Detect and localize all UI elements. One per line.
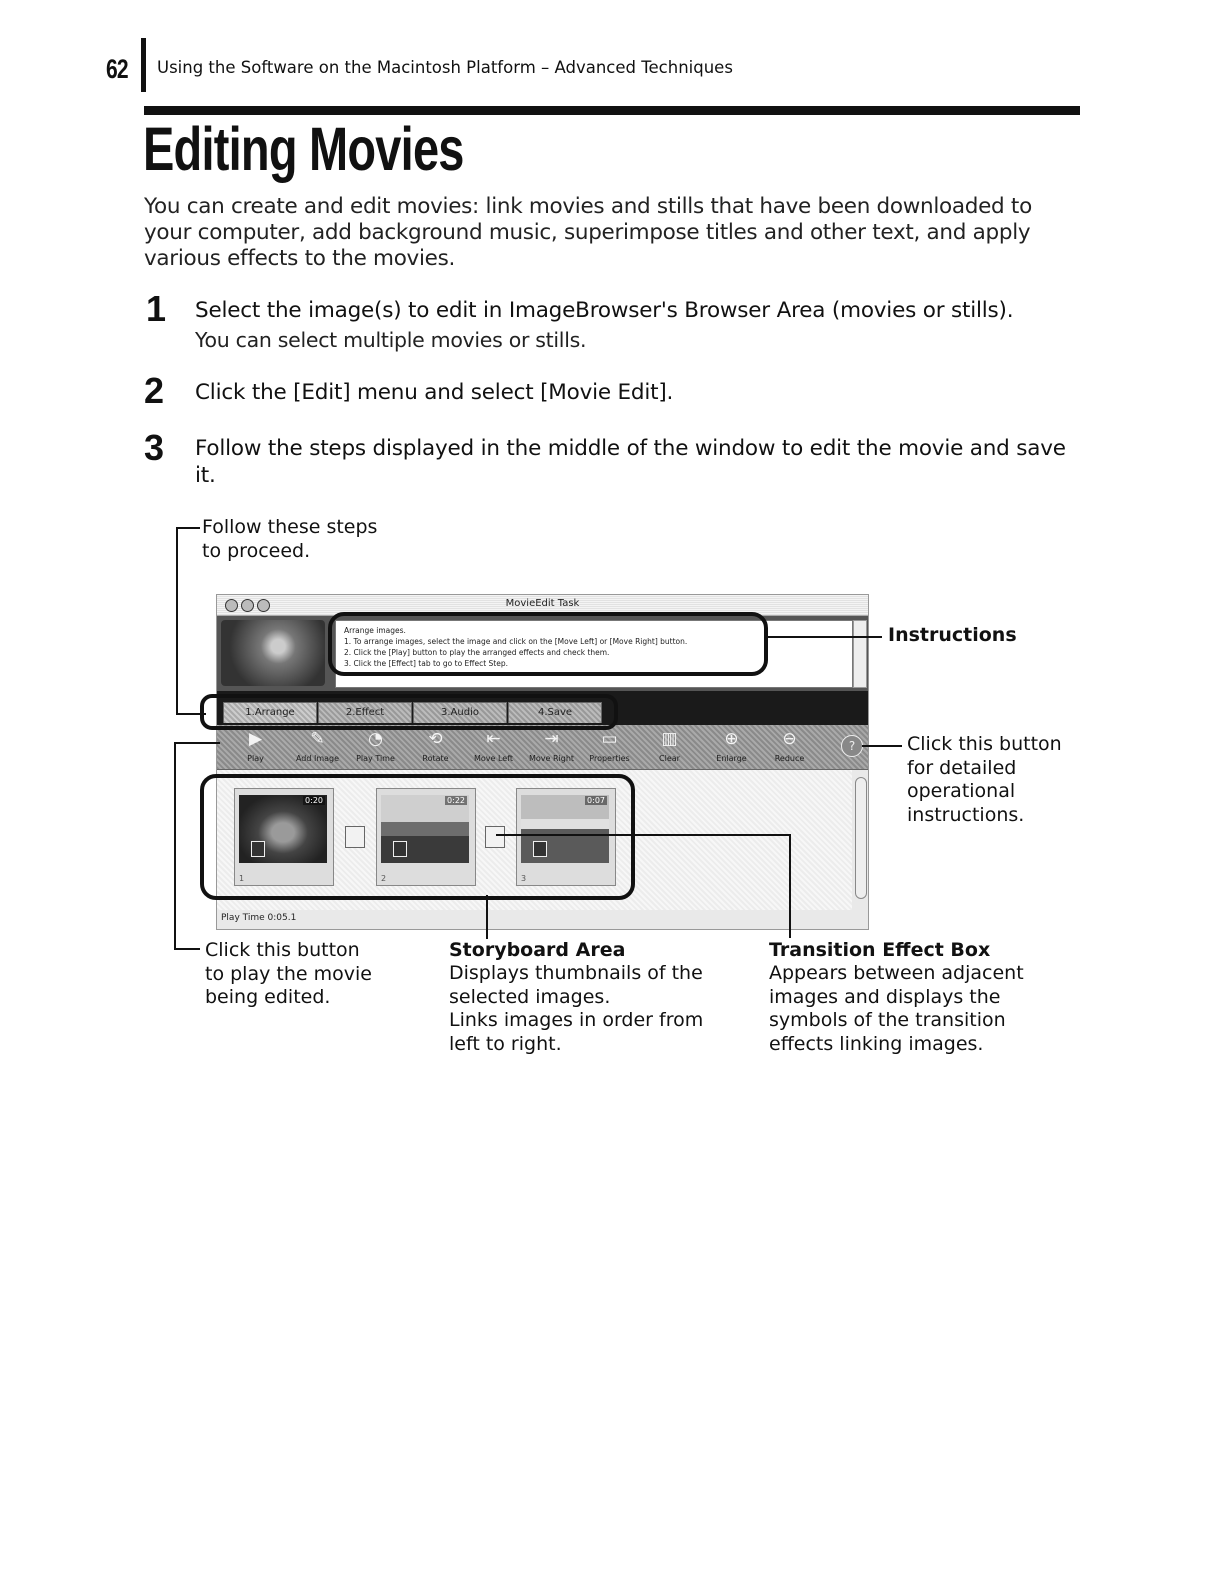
move-left-icon: ⇤ [486,729,501,749]
play-time-button[interactable] [347,725,404,769]
properties-button[interactable] [581,725,638,769]
rotate-icon: ⟲ [428,729,443,749]
leader-line [174,742,220,744]
move-left-label: Move Left [473,754,514,763]
callout-storyboard-title: Storyboard Area [449,939,626,961]
tab-save[interactable]: 4.Save [508,702,602,723]
play-label: Play [247,754,264,763]
move-right-button[interactable] [523,725,580,769]
zoom-in-icon: ⊕ [724,729,739,749]
leader-line [868,636,882,638]
frame-number: 3 [521,874,527,883]
callout-storyboard-text: Displays thumbnails of the selected images. Links images in order from left to right. [449,962,704,1055]
callout-help-button: Click this button for detailed operational instructions. [907,733,1062,826]
leader-line [176,527,200,529]
add-image-icon: ✎ [310,729,325,749]
play-button[interactable] [227,725,284,769]
clock-icon: ◔ [368,729,383,749]
play-time-readout: Play Time 0:05.1 [221,913,297,923]
instruction-line: 2. Click the [Play] button to play the arranged effects and check them. [344,648,610,657]
leader-line [176,527,178,715]
running-head: Using the Software on the Macintosh Platform – Advanced Techniques [157,58,733,77]
step-2-text: Click the [Edit] menu and select [Movie Edit]. [195,380,674,405]
header-divider [141,38,146,92]
frame-number: 1 [239,874,245,883]
zoom-out-icon: ⊖ [782,729,797,749]
move-left-button[interactable] [465,725,522,769]
play-icon: ▶ [248,729,263,749]
instructions-scrollbar[interactable] [853,620,867,688]
step-1-text: Select the image(s) to edit in ImageBrowser's Browser Area (movies or stills). [195,298,1014,323]
frame-number: 2 [381,874,387,883]
instructions-highlight [328,612,768,676]
intro-paragraph: You can create and edit movies: link movies and stills that have been downloaded to your computer, add background music, superimpose titles and other text, and apply various effects to the movies. [144,194,1032,271]
instruction-line: 1. To arrange images, select the image and click on the [Move Left] or [Move Right] button. [344,637,688,646]
properties-label: Properties [589,754,630,763]
callout-transition-title: Transition Effect Box [769,939,991,961]
instruction-line: 3. Click the [Effect] tab to go to Effect Step. [344,659,508,668]
step-2-number: 2 [144,370,165,411]
rotate-label: Rotate [422,754,449,763]
play-time-label: Play Time [356,754,395,763]
page-title: Editing Movies [143,115,464,183]
step-1-subtext: You can select multiple movies or stills. [195,328,587,352]
step-1-number: 1 [146,288,167,329]
leader-line [174,948,200,950]
instruction-heading: Arrange images. [344,626,406,635]
leader-line [174,742,176,950]
leader-line [486,895,488,939]
frame-duration: 0:22 [447,796,465,805]
add-image-button[interactable] [289,725,346,769]
storyboard-highlight [200,774,635,900]
step-3-number: 3 [144,427,165,468]
tab-audio[interactable]: 3.Audio [413,702,507,723]
enlarge-button[interactable] [703,725,760,769]
move-right-label: Move Right [528,754,575,763]
frame-duration: 0:20 [305,796,323,805]
window-title: MovieEdit Task [505,598,580,609]
tab-arrange[interactable]: 1.Arrange [223,702,317,723]
step-3-text: Follow the steps displayed in the middle of the window to edit the movie and save it. [195,436,1066,488]
frame-duration: 0:07 [587,796,605,805]
leader-line [862,745,902,747]
enlarge-label: Enlarge [716,754,747,763]
tabs-highlight [200,694,618,730]
trash-icon: ▥ [661,729,678,749]
reduce-label: Reduce [774,754,805,763]
leader-line [789,834,791,938]
add-image-label: Add Image [295,754,340,763]
move-right-icon: ⇥ [544,729,559,749]
clear-label: Clear [659,754,680,763]
tab-effect[interactable]: 2.Effect [318,702,412,723]
leader-line [496,834,791,836]
callout-follow-steps: Follow these steps to proceed. [202,516,378,562]
leader-line [768,636,868,638]
callout-play-button: Click this button to play the movie being edited. [205,939,372,1008]
help-button[interactable] [841,735,863,757]
reduce-button[interactable] [761,725,818,769]
camera-artwork [221,620,325,686]
storyboard-scrollbar[interactable] [855,777,867,899]
help-icon: ? [848,739,856,753]
properties-icon: ▭ [601,729,618,749]
page-number: 62 [106,54,128,84]
callout-transition-text: Appears between adjacent images and displays the symbols of the transition effects linking images. [769,962,1024,1055]
callout-instructions: Instructions [888,624,1017,646]
clear-button[interactable] [641,725,698,769]
rotate-button[interactable] [407,725,464,769]
toolbar [217,725,868,770]
